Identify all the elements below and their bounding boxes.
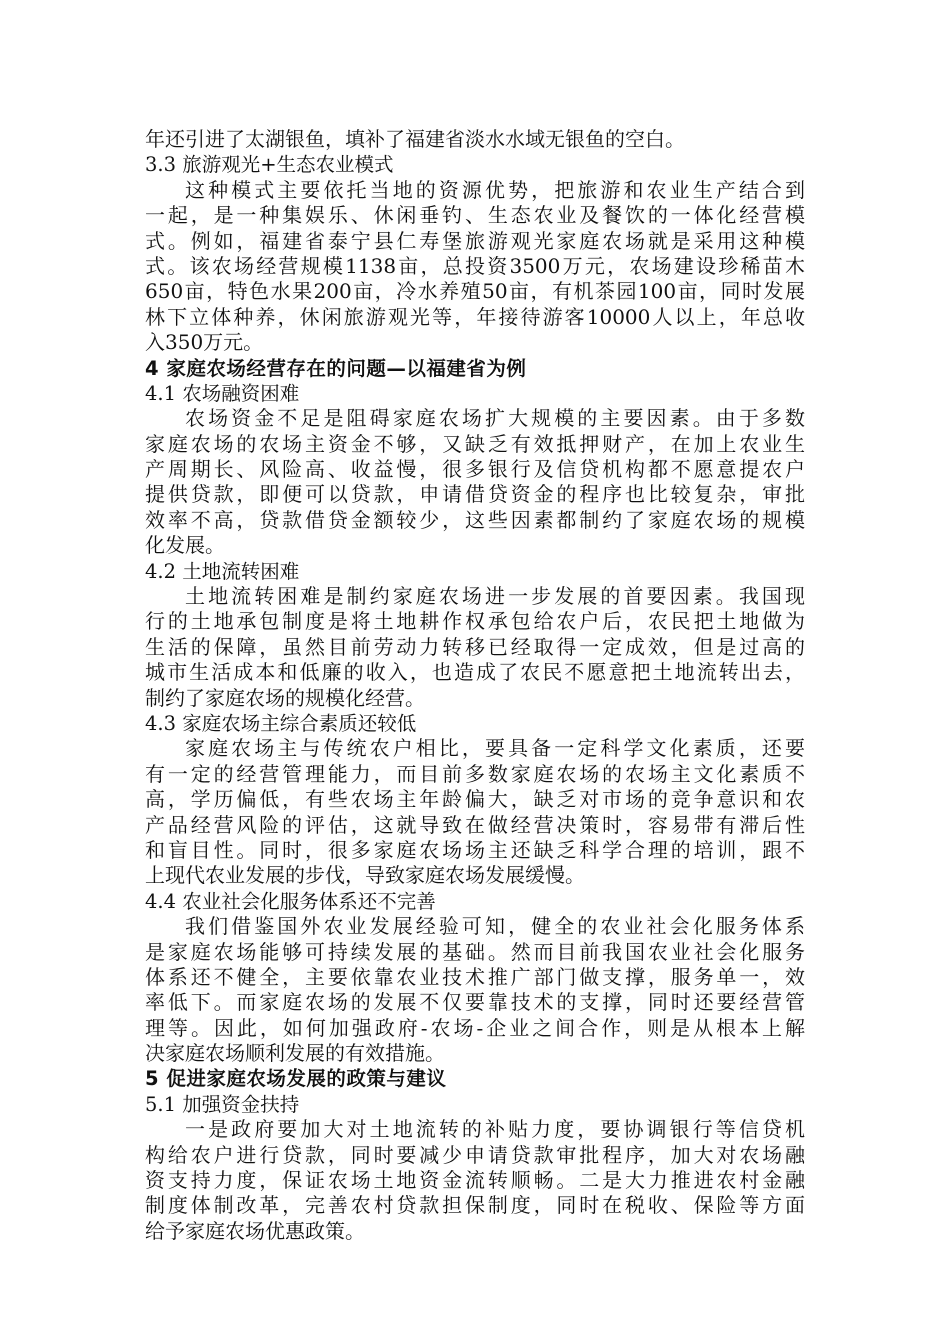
paragraph-line: 城市生活成本和低廉的收入，也造成了农民不愿意把土地流转出去，	[145, 660, 805, 685]
subsection-heading: 4.1 农场融资困难	[145, 381, 300, 405]
paragraph-line: 效率不高，贷款借贷金额较少，这些因素都制约了家庭农场的规模	[145, 507, 805, 532]
paragraph-line: 式。例如，福建省泰宁县仁寿堡旅游观光家庭农场就是采用这种模	[145, 228, 805, 253]
paragraph-line: 行的土地承包制度是将土地耕作权承包给农户后，农民把土地做为	[145, 609, 805, 634]
paragraph-line: 生活的保障，虽然目前劳动力转移已经取得一定成效，但是过高的	[145, 634, 805, 659]
paragraph-line: 上现代农业发展的步伐，导致家庭农场发展缓慢。	[145, 863, 585, 888]
paragraph	[145, 584, 805, 711]
section-heading: 4 家庭农场经营存在的问题—以福建省为例	[145, 356, 527, 380]
paragraph-line: 是家庭农场能够可持续发展的基础。然而目前我国农业社会化服务	[145, 939, 805, 964]
paragraph-line: 高，学历偏低，有些农场主年龄偏大，缺乏对市场的竞争意识和农	[145, 787, 805, 812]
subsection-heading: 4.2 土地流转困难	[145, 559, 300, 583]
paragraph-line: 构给农户进行贷款，同时要减少申请贷款审批程序，加大对农场融	[145, 1142, 805, 1167]
paragraph-line: 给予家庭农场优惠政策。	[145, 1218, 365, 1243]
paragraph-line: 资支持力度，保证农场土地资金流转顺畅。二是大力推进农村金融	[145, 1168, 805, 1193]
subsection-heading: 5.1 加强资金扶持	[145, 1092, 300, 1116]
paragraph-line: 农场资金不足是阻碍家庭农场扩大规模的主要因素。由于多数	[185, 406, 805, 431]
section-heading: 5 促进家庭农场发展的政策与建议	[145, 1067, 447, 1091]
paragraph	[145, 914, 805, 1066]
paragraph-line: 制度体制改革，完善农村贷款担保制度，同时在税收、保险等方面	[145, 1193, 805, 1218]
paragraph-line: 制约了家庭农场的规模化经营。	[145, 685, 425, 710]
paragraph-line: 我们借鉴国外农业发展经验可知，健全的农业社会化服务体系	[185, 914, 805, 939]
paragraph	[145, 736, 805, 888]
paragraph-line: 一起，是一种集娱乐、休闲垂钓、生态农业及餐饮的一体化经营模	[145, 203, 805, 228]
paragraph-line: 体系还不健全，主要依靠农业技术推广部门做支撑，服务单一，效	[145, 964, 805, 989]
paragraph-line: 这种模式主要依托当地的资源优势，把旅游和农业生产结合到	[185, 177, 805, 202]
paragraph-line: 产品经营风险的评估，这就导致在做经营决策时，容易带有滞后性	[145, 812, 805, 837]
paragraph-line: 式。该农场经营规模1138亩，总投资3500万元，农场建设珍稀苗木	[145, 253, 805, 278]
paragraph-line: 家庭农场主与传统农户相比，要具备一定科学文化素质，还要	[185, 736, 805, 761]
paragraph-line: 化发展。	[145, 533, 225, 558]
paragraph-line: 有一定的经营管理能力，而目前多数家庭农场的农场主文化素质不	[145, 761, 805, 786]
paragraph-line: 和盲目性。同时，很多家庭农场场主还缺乏科学合理的培训，跟不	[145, 837, 805, 862]
paragraph	[145, 178, 805, 356]
paragraph-line: 一是政府要加大对土地流转的补贴力度，要协调银行等信贷机	[185, 1117, 805, 1142]
subsection-heading: 3.3 旅游观光+生态农业模式	[145, 153, 394, 177]
paragraph-line: 土地流转困难是制约家庭农场进一步发展的首要因素。我国现	[185, 584, 805, 609]
paragraph-line: 率低下。而家庭农场的发展不仅要靠技术的支撑，同时还要经营管	[145, 990, 805, 1015]
paragraph	[145, 1117, 805, 1244]
paragraph-line: 年还引进了太湖银鱼，填补了福建省淡水水域无银鱼的空白。	[145, 127, 685, 151]
document-body	[145, 127, 805, 1244]
paragraph-line: 入350万元。	[145, 330, 264, 355]
paragraph	[145, 127, 805, 152]
paragraph-line: 理等。因此，如何加强政府-农场-企业之间合作，则是从根本上解	[145, 1015, 805, 1040]
subsection-heading: 4.3 家庭农场主综合素质还较低	[145, 711, 417, 735]
paragraph-line: 产周期长、风险高、收益慢，很多银行及信贷机构都不愿意提农户	[145, 457, 805, 482]
paragraph-line: 决家庭农场顺利发展的有效措施。	[145, 1041, 445, 1066]
paragraph-line: 650亩，特色水果200亩，冷水养殖50亩，有机茶园100亩，同时发展	[145, 279, 805, 304]
paragraph	[145, 406, 805, 558]
subsection-heading: 4.4 农业社会化服务体系还不完善	[145, 889, 436, 913]
paragraph-line: 家庭农场的农场主资金不够，又缺乏有效抵押财产，在加上农业生	[145, 431, 805, 456]
paragraph-line: 提供贷款，即便可以贷款，申请借贷资金的程序也比较复杂，审批	[145, 482, 805, 507]
paragraph-line: 林下立体种养，休闲旅游观光等，年接待游客10000人以上，年总收	[145, 304, 805, 329]
